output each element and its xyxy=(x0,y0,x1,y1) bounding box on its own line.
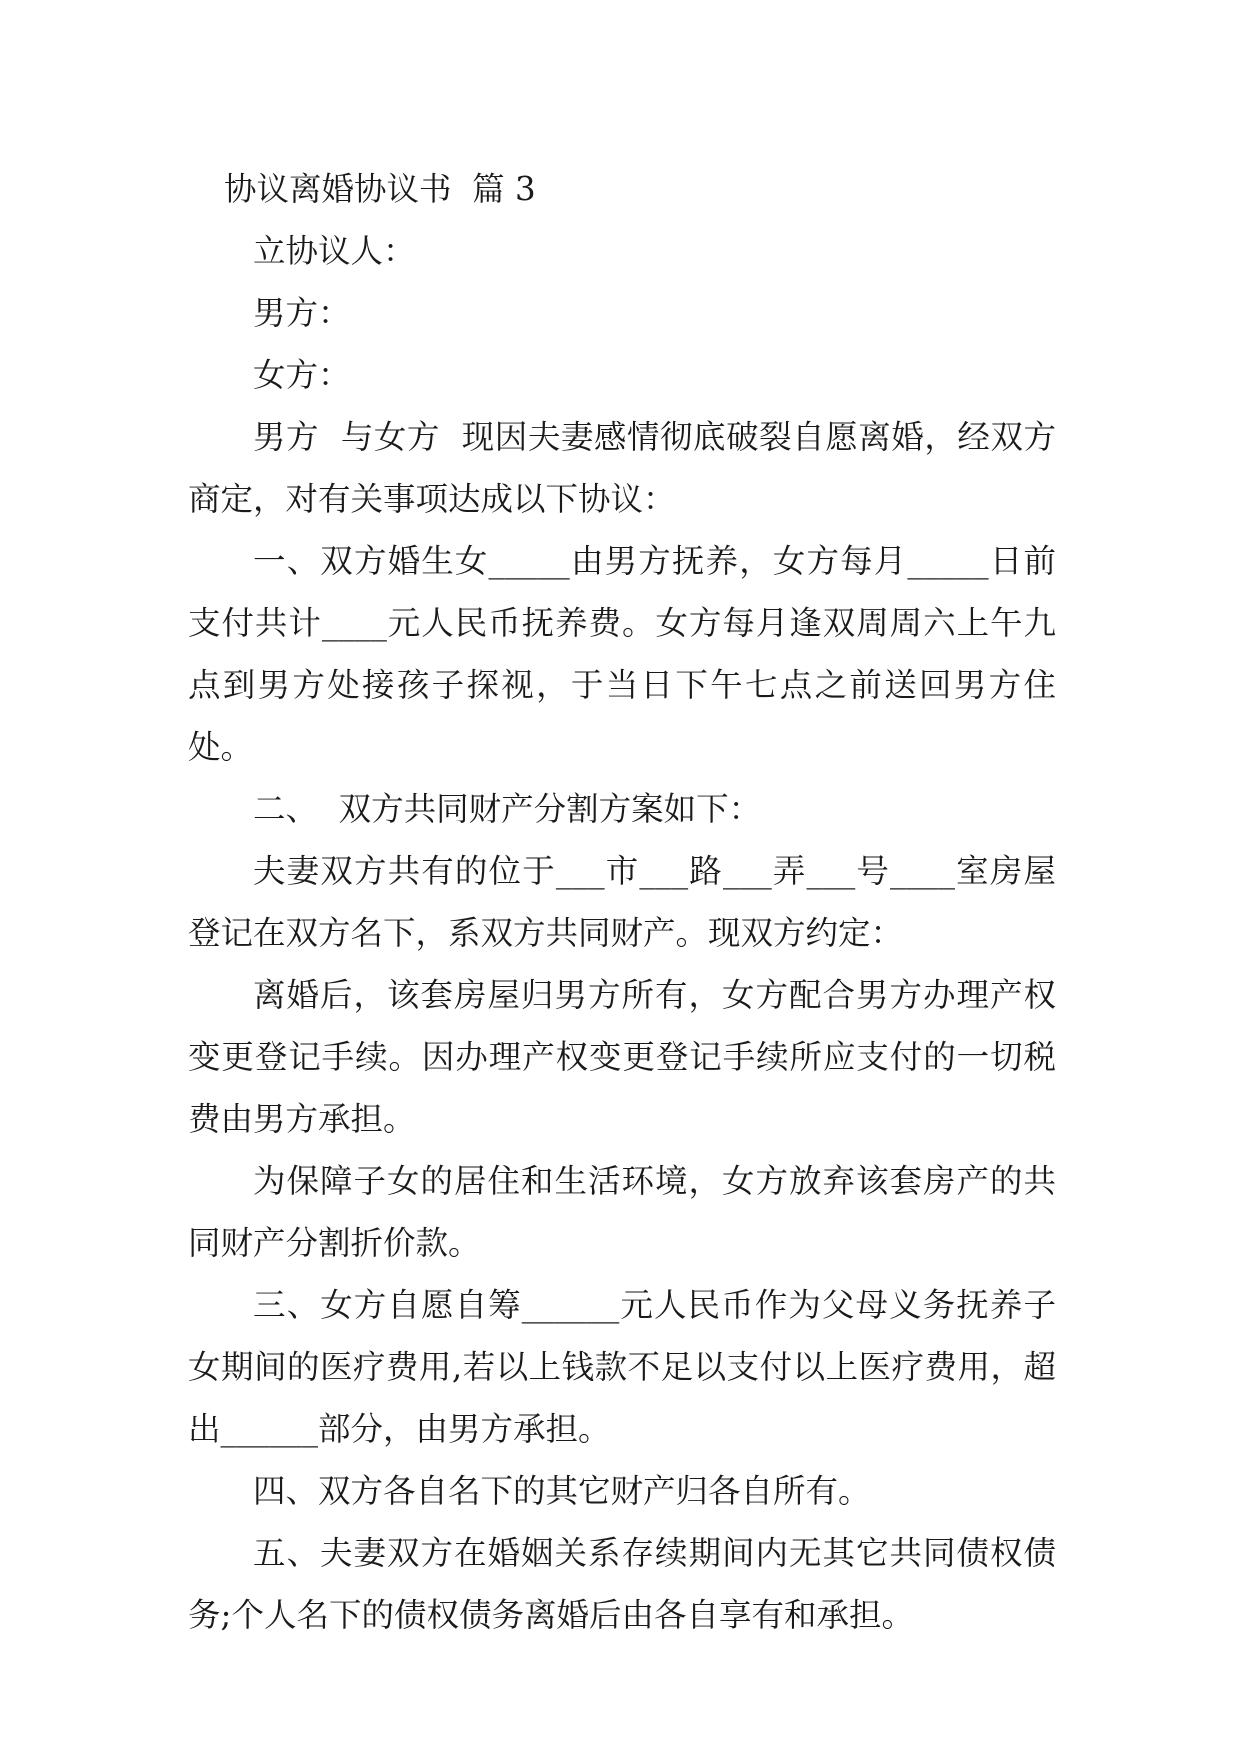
paragraph-clause-1: 一、双方婚生女_____由男方抚养，女方每月_____日前支付共计____元人民币抚养费。女方每月逢双周周六上午九点到男方处接孩子探视，于当日下午七点之前送回男方住处。 xyxy=(188,542,1056,766)
paragraph-husband: 男方： xyxy=(253,294,351,332)
paragraph-clause-4: 四、双方各自名下的其它财产归各自所有。 xyxy=(253,1472,871,1510)
paragraph-wife: 女方： xyxy=(253,356,351,394)
paragraph-clause-2: 二、 双方共同财产分割方案如下： xyxy=(253,790,762,828)
paragraph-property-waiver: 为保障子女的居住和生活环境，女方放弃该套房产的共同财产分割折价款。 xyxy=(188,1162,1056,1262)
paragraph-clause-5: 五、夫妻双方在婚姻关系存续期间内无其它共同债权债务;个人名下的债权债务离婚后由各自享有和承担。 xyxy=(188,1534,1056,1634)
document-body xyxy=(188,158,1056,1646)
paragraph-parties-label: 立协议人： xyxy=(253,232,416,270)
paragraph-preamble: 男方 与女方 现因夫妻感情彻底破裂自愿离婚，经双方商定，对有关事项达成以下协议： xyxy=(188,418,1056,518)
paragraph-property-ownership: 离婚后，该套房屋归男方所有，女方配合男方办理产权变更登记手续。因办理产权变更登记手续所应支付的一切税费由男方承担。 xyxy=(188,976,1056,1138)
document-title: 协议离婚协议书 篇 3 xyxy=(224,170,536,208)
paragraph-property-location: 夫妻双方共有的位于___市___路___弄___号____室房屋登记在双方名下，系双方共同财产。现双方约定： xyxy=(188,852,1056,952)
paragraph-clause-3: 三、女方自愿自筹______元人民币作为父母义务抚养子女期间的医疗费用,若以上钱款不足以支付以上医疗费用，超出______部分，由男方承担。 xyxy=(188,1286,1056,1448)
